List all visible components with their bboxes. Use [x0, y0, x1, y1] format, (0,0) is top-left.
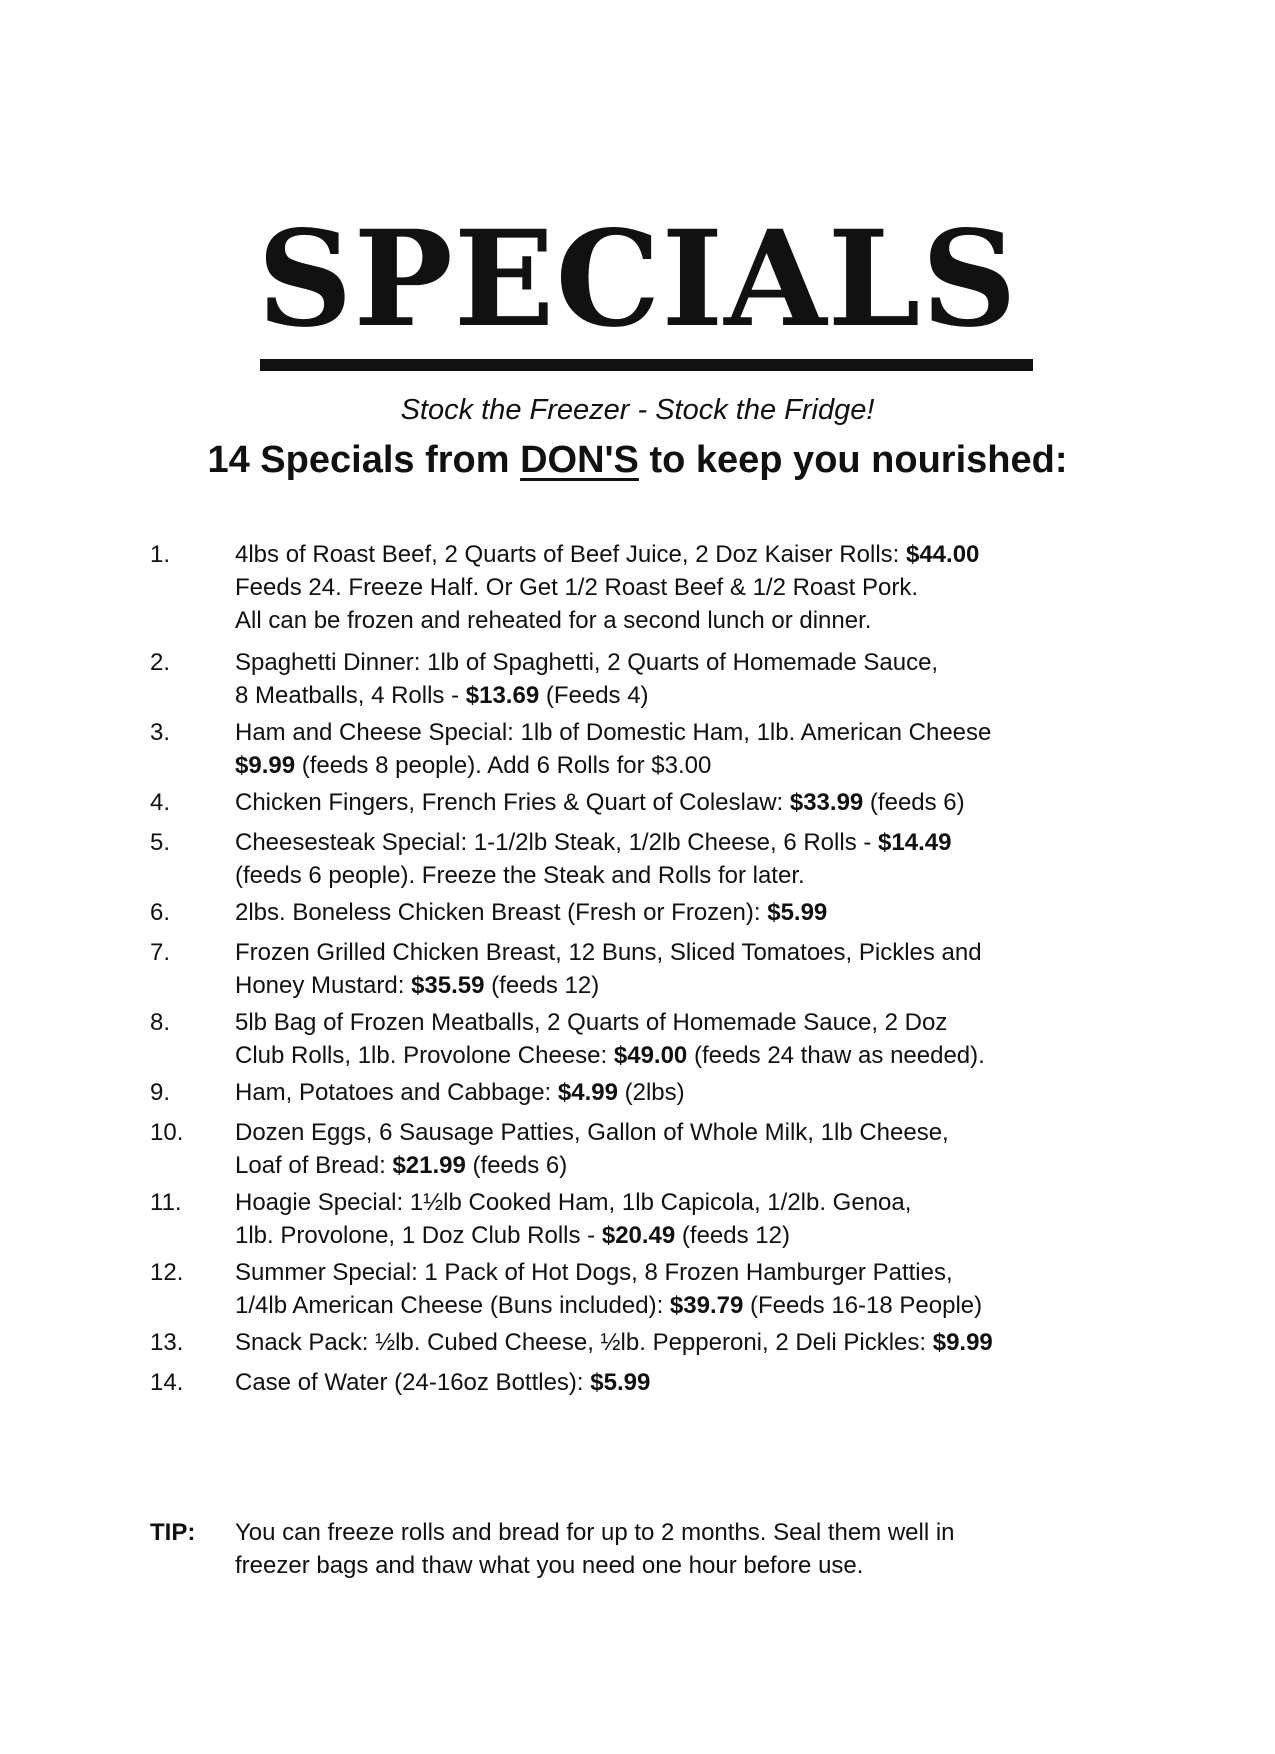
item-line: [235, 646, 1145, 679]
line-text: (feeds 6 people). Freeze the Steak and Rolls for later.: [235, 862, 805, 889]
line-text: (2lbs): [617, 1079, 685, 1106]
tip-text: [235, 1516, 1145, 1582]
item-line: [235, 1256, 1145, 1289]
item-price: $9.99: [235, 752, 296, 779]
line-text: Case of Water (24-16oz Bottles):: [235, 1369, 591, 1396]
item-line: [235, 1366, 1145, 1399]
item-text: [235, 538, 1145, 637]
item-line: [235, 1326, 1145, 1359]
item-price: $33.99: [789, 789, 864, 816]
line-text: (feeds 6): [863, 789, 965, 816]
item-line: [235, 896, 1145, 929]
item-text: [235, 826, 1145, 892]
page-title: SPECIALS: [257, 202, 1018, 357]
item-price: $13.69: [465, 682, 540, 709]
item-number: 13.: [150, 1329, 184, 1356]
item-line: [235, 604, 1145, 637]
line-text: Club Rolls, 1lb. Provolone Cheese:: [235, 1042, 614, 1069]
item-price: $5.99: [590, 1369, 651, 1396]
item-price: $5.99: [767, 899, 828, 926]
subheading-prefix: 14 Specials from: [207, 439, 521, 481]
item-price: $49.00: [613, 1042, 688, 1069]
item-price: $35.59: [411, 972, 485, 999]
line-text: Snack Pack: ½lb. Cubed Cheese, ½lb. Pepperoni, 2 Deli Pickles:: [235, 1329, 933, 1356]
item-text: [235, 1326, 1145, 1359]
line-text: Dozen Eggs, 6 Sausage Patties, Gallon of Whole Milk, 1lb Cheese,: [235, 1119, 949, 1146]
item-text: [235, 896, 1145, 929]
line-text: (feeds 6): [465, 1152, 568, 1179]
item-line: [235, 1116, 1145, 1149]
item-price: $14.49: [878, 829, 952, 856]
item-number: 11.: [150, 1189, 182, 1216]
item-number: 5.: [150, 829, 171, 856]
line-text: (Feeds 4): [539, 682, 649, 709]
item-line: [235, 749, 1145, 782]
item-number: 4.: [150, 789, 171, 816]
tip-line: freezer bags and thaw what you need one hour before use.: [235, 1552, 864, 1579]
line-text: Summer Special: 1 Pack of Hot Dogs, 8 Frozen Hamburger Patties,: [235, 1259, 953, 1286]
line-text: 2lbs. Boneless Chicken Breast (Fresh or Frozen):: [235, 899, 768, 926]
line-text: Ham, Potatoes and Cabbage:: [235, 1079, 558, 1106]
line-text: Ham and Cheese Special: 1lb of Domestic Ham, 1lb. American Cheese: [235, 719, 992, 746]
item-line: [235, 1006, 1145, 1039]
title-underline-rule: [260, 359, 1033, 371]
item-line: [235, 1039, 1145, 1072]
item-text: [235, 716, 1145, 782]
tip-line: You can freeze rolls and bread for up to 2 months. Seal them well in: [235, 1519, 955, 1546]
item-text: [235, 1006, 1145, 1072]
item-line: [235, 1219, 1145, 1252]
line-text: Chicken Fingers, French Fries & Quart of Coleslaw:: [235, 789, 790, 816]
line-text: Hoagie Special: 1½lb Cooked Ham, 1lb Capicola, 1/2lb. Genoa,: [235, 1189, 912, 1216]
item-line: [235, 859, 1145, 892]
line-text: (feeds 24 thaw as needed).: [687, 1042, 985, 1069]
subheading: [0, 435, 1275, 485]
item-text: [235, 1366, 1145, 1399]
item-number: 12.: [150, 1259, 184, 1286]
item-number: 7.: [150, 939, 171, 966]
line-text: 5lb Bag of Frozen Meatballs, 2 Quarts of Homemade Sauce, 2 Doz: [235, 1009, 948, 1036]
item-text: [235, 1186, 1145, 1252]
item-line: [235, 538, 1145, 571]
item-line: [235, 1289, 1145, 1322]
item-line: [235, 571, 1145, 604]
item-text: [235, 646, 1145, 712]
item-number: 14.: [150, 1369, 184, 1396]
line-text: 4lbs of Roast Beef, 2 Quarts of Beef Juice, 2 Doz Kaiser Rolls:: [235, 541, 906, 568]
item-text: [235, 1256, 1145, 1322]
line-text: Spaghetti Dinner: 1lb of Spaghetti, 2 Quarts of Homemade Sauce,: [235, 649, 939, 676]
line-text: 1/4lb American Cheese (Buns included):: [235, 1292, 670, 1319]
line-text: All can be frozen and reheated for a second lunch or dinner.: [235, 607, 872, 634]
line-text: (Feeds 16-18 People): [743, 1292, 983, 1319]
brand-name: DON'S: [520, 439, 639, 481]
item-number: 3.: [150, 719, 171, 746]
item-price: $9.99: [932, 1329, 993, 1356]
item-line: [235, 716, 1145, 749]
item-line: [235, 1076, 1145, 1109]
item-line: [235, 1186, 1145, 1219]
line-text: (feeds 12): [484, 972, 600, 999]
item-price: $4.99: [557, 1079, 618, 1106]
item-line: [235, 679, 1145, 712]
tagline: Stock the Freezer - Stock the Fridge!: [400, 394, 875, 426]
line-text: Loaf of Bread:: [235, 1152, 393, 1179]
item-line: [235, 1149, 1145, 1182]
line-text: Honey Mustard:: [235, 972, 412, 999]
subheading-suffix: to keep you nourished:: [638, 439, 1068, 481]
item-text: [235, 1076, 1145, 1109]
item-text: [235, 936, 1145, 1002]
item-number: 6.: [150, 899, 171, 926]
item-number: 1.: [150, 541, 171, 568]
item-price: $39.79: [669, 1292, 744, 1319]
line-text: 8 Meatballs, 4 Rolls -: [235, 682, 466, 709]
line-text: Frozen Grilled Chicken Breast, 12 Buns, Sliced Tomatoes, Pickles and: [235, 939, 982, 966]
item-price: $20.49: [601, 1222, 676, 1249]
item-line: [235, 786, 1145, 819]
line-text: 1lb. Provolone, 1 Doz Club Rolls -: [235, 1222, 602, 1249]
line-text: Cheesesteak Special: 1-1/2lb Steak, 1/2lb Cheese, 6 Rolls -: [235, 829, 879, 856]
line-text: Feeds 24. Freeze Half. Or Get 1/2 Roast Beef & 1/2 Roast Pork.: [235, 574, 918, 601]
item-price: $21.99: [392, 1152, 466, 1179]
item-number: 8.: [150, 1009, 171, 1036]
item-line: [235, 936, 1145, 969]
item-number: 10.: [150, 1119, 184, 1146]
item-number: 9.: [150, 1079, 171, 1106]
item-text: [235, 1116, 1145, 1182]
item-line: [235, 969, 1145, 1002]
item-number: 2.: [150, 649, 171, 676]
line-text: (feeds 12): [675, 1222, 790, 1249]
item-price: $44.00: [905, 541, 980, 568]
tip-label: TIP:: [150, 1519, 196, 1546]
item-line: [235, 826, 1145, 859]
item-text: [235, 786, 1145, 819]
line-text: (feeds 8 people). Add 6 Rolls for $3.00: [295, 752, 712, 779]
